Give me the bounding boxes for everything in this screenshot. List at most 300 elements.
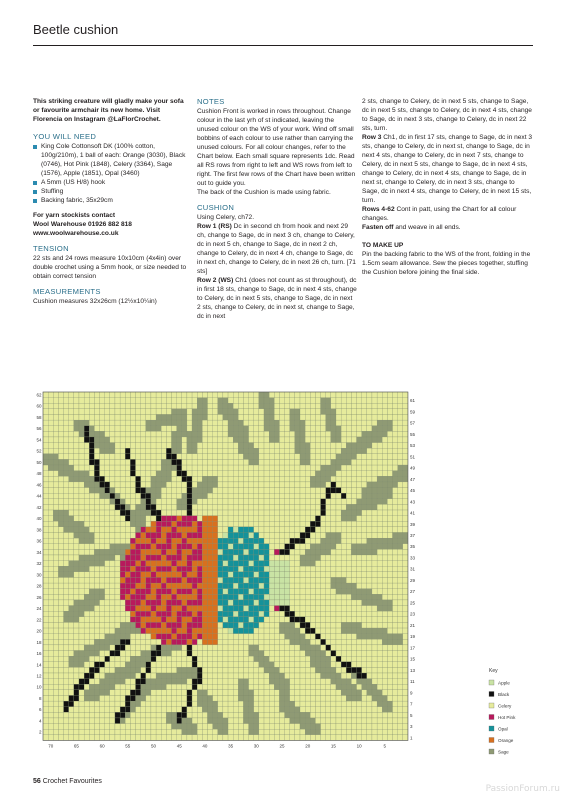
chart-cell bbox=[43, 561, 48, 567]
chart-cell bbox=[58, 662, 63, 668]
chart-cell bbox=[362, 454, 367, 460]
chart-cell bbox=[254, 589, 259, 595]
chart-cell bbox=[125, 420, 130, 426]
chart-cell bbox=[403, 454, 408, 460]
chart-cell bbox=[254, 398, 259, 404]
chart-cell bbox=[125, 628, 130, 634]
chart-cell bbox=[243, 701, 248, 707]
chart-cell bbox=[197, 684, 202, 690]
chart-cell bbox=[233, 527, 238, 533]
chart-cell bbox=[64, 583, 69, 589]
chart-cell bbox=[274, 606, 279, 612]
chart-cell bbox=[79, 516, 84, 522]
chart-cell bbox=[249, 628, 254, 634]
chart-cell bbox=[295, 392, 300, 398]
chart-cell bbox=[285, 533, 290, 539]
chart-cell bbox=[269, 454, 274, 460]
chart-cell bbox=[398, 690, 403, 696]
chart-cell bbox=[146, 729, 151, 735]
chart-cell bbox=[362, 651, 367, 657]
y-tick-label-left: 56 bbox=[36, 426, 42, 432]
chart-cell bbox=[197, 572, 202, 578]
chart-cell bbox=[233, 656, 238, 662]
chart-cell bbox=[259, 651, 264, 657]
chart-cell bbox=[213, 684, 218, 690]
chart-cell bbox=[115, 667, 120, 673]
chart-cell bbox=[279, 701, 284, 707]
chart-cell bbox=[351, 448, 356, 454]
chart-cell bbox=[243, 538, 248, 544]
chart-cell bbox=[136, 606, 141, 612]
chart-cell bbox=[182, 645, 187, 651]
chart-cell bbox=[141, 628, 146, 634]
chart-cell bbox=[105, 465, 110, 471]
chart-cell bbox=[321, 471, 326, 477]
chart-cell bbox=[382, 606, 387, 612]
chart-cell bbox=[89, 724, 94, 730]
chart-cell bbox=[259, 712, 264, 718]
chart-cell bbox=[172, 499, 177, 505]
chart-cell bbox=[393, 476, 398, 482]
chart-cell bbox=[141, 527, 146, 533]
chart-cell bbox=[336, 724, 341, 730]
chart-cell bbox=[115, 476, 120, 482]
chart-cell bbox=[233, 521, 238, 527]
chart-cell bbox=[64, 555, 69, 561]
chart-cell bbox=[100, 414, 105, 420]
chart-cell bbox=[146, 549, 151, 555]
chart-cell bbox=[403, 465, 408, 471]
chart-cell bbox=[110, 482, 115, 488]
chart-cell bbox=[187, 645, 192, 651]
chart-cell bbox=[141, 667, 146, 673]
chart-cell bbox=[64, 561, 69, 567]
chart-cell bbox=[398, 662, 403, 668]
chart-cell bbox=[305, 533, 310, 539]
chart-cell bbox=[223, 454, 228, 460]
chart-cell bbox=[243, 521, 248, 527]
chart-cell bbox=[48, 431, 53, 437]
chart-cell bbox=[74, 701, 79, 707]
chart-cell bbox=[213, 634, 218, 640]
chart-cell bbox=[197, 431, 202, 437]
chart-cell bbox=[53, 735, 58, 741]
chart-cell bbox=[125, 724, 130, 730]
chart-cell bbox=[254, 679, 259, 685]
chart-cell bbox=[398, 454, 403, 460]
chart-cell bbox=[233, 544, 238, 550]
chart-cell bbox=[326, 561, 331, 567]
chart-cell bbox=[177, 437, 182, 443]
row-2-continued: 2 sts, change to Celery, dc in next 5 sts, change to Sage, dc in next 5 sts, change to Celery, dc in next 4 sts, change to Sage, dc in next 3 sts, change to Celery, dc in next 22 sts, turn. bbox=[362, 98, 532, 132]
chart-cell bbox=[351, 431, 356, 437]
chart-cell bbox=[403, 471, 408, 477]
chart-cell bbox=[207, 533, 212, 539]
chart-cell bbox=[166, 459, 171, 465]
chart-cell bbox=[177, 628, 182, 634]
chart-cell bbox=[79, 735, 84, 741]
chart-cell bbox=[94, 398, 99, 404]
chart-cell bbox=[53, 690, 58, 696]
chart-cell bbox=[94, 634, 99, 640]
chart-cell bbox=[130, 471, 135, 477]
chart-cell bbox=[269, 589, 274, 595]
chart-cell bbox=[172, 414, 177, 420]
chart-cell bbox=[192, 510, 197, 516]
chart-cell bbox=[336, 549, 341, 555]
chart-cell bbox=[166, 583, 171, 589]
chart-cell bbox=[53, 594, 58, 600]
chart-cell bbox=[351, 527, 356, 533]
chart-cell bbox=[146, 718, 151, 724]
chart-cell bbox=[105, 414, 110, 420]
chart-cell bbox=[105, 639, 110, 645]
chart-cell bbox=[290, 634, 295, 640]
chart-cell bbox=[74, 684, 79, 690]
chart-cell bbox=[223, 392, 228, 398]
chart-cell bbox=[300, 611, 305, 617]
chart-cell bbox=[382, 493, 387, 499]
chart-cell bbox=[136, 414, 141, 420]
chart-cell bbox=[295, 544, 300, 550]
chart-cell bbox=[300, 673, 305, 679]
chart-cell bbox=[254, 420, 259, 426]
chart-cell bbox=[177, 431, 182, 437]
chart-cell bbox=[58, 426, 63, 432]
chart-cell bbox=[259, 555, 264, 561]
chart-cell bbox=[305, 420, 310, 426]
chart-cell bbox=[249, 600, 254, 606]
chart-cell bbox=[269, 409, 274, 415]
chart-cell bbox=[341, 634, 346, 640]
chart-cell bbox=[136, 651, 141, 657]
chart-cell bbox=[115, 454, 120, 460]
chart-cell bbox=[172, 437, 177, 443]
chart-cell bbox=[367, 504, 372, 510]
chart-cell bbox=[58, 729, 63, 735]
chart-cell bbox=[310, 527, 315, 533]
chart-cell bbox=[243, 561, 248, 567]
chart-cell bbox=[321, 504, 326, 510]
chart-cell bbox=[48, 617, 53, 623]
chart-cell bbox=[213, 527, 218, 533]
chart-cell bbox=[315, 566, 320, 572]
chart-cell bbox=[315, 420, 320, 426]
chart-cell bbox=[228, 566, 233, 572]
chart-cell bbox=[315, 403, 320, 409]
chart-cell bbox=[218, 712, 223, 718]
chart-cell bbox=[172, 544, 177, 550]
chart-cell bbox=[351, 690, 356, 696]
chart-cell bbox=[161, 555, 166, 561]
chart-cell bbox=[53, 516, 58, 522]
chart-cell bbox=[336, 448, 341, 454]
chart-cell bbox=[64, 488, 69, 494]
chart-cell bbox=[218, 392, 223, 398]
chart-cell bbox=[331, 516, 336, 522]
chart-cell bbox=[238, 538, 243, 544]
chart-cell bbox=[398, 712, 403, 718]
chart-cell bbox=[310, 533, 315, 539]
chart-cell bbox=[377, 527, 382, 533]
chart-cell bbox=[64, 589, 69, 595]
chart-cell bbox=[377, 712, 382, 718]
chart-cell bbox=[285, 443, 290, 449]
chart-cell bbox=[166, 572, 171, 578]
chart-cell bbox=[310, 420, 315, 426]
chart-cell bbox=[84, 611, 89, 617]
chart-cell bbox=[177, 493, 182, 499]
chart-cell bbox=[228, 426, 233, 432]
chart-cell bbox=[269, 420, 274, 426]
chart-cell bbox=[192, 656, 197, 662]
chart-cell bbox=[74, 398, 79, 404]
chart-cell bbox=[136, 634, 141, 640]
y-tick-label-right: 9 bbox=[409, 690, 413, 696]
chart-cell bbox=[187, 527, 192, 533]
chart-cell bbox=[290, 617, 295, 623]
chart-cell bbox=[300, 476, 305, 482]
chart-cell bbox=[223, 482, 228, 488]
chart-cell bbox=[110, 544, 115, 550]
chart-cell bbox=[43, 527, 48, 533]
chart-cell bbox=[89, 398, 94, 404]
chart-cell bbox=[238, 504, 243, 510]
chart-cell bbox=[166, 611, 171, 617]
chart-cell bbox=[238, 420, 243, 426]
chart-cell bbox=[177, 622, 182, 628]
chart-cell bbox=[300, 695, 305, 701]
chart-cell bbox=[228, 538, 233, 544]
chart-cell bbox=[310, 437, 315, 443]
chart-cell bbox=[264, 420, 269, 426]
chart-cell bbox=[372, 431, 377, 437]
chart-cell bbox=[362, 617, 367, 623]
chart-cell bbox=[79, 684, 84, 690]
chart-cell bbox=[136, 538, 141, 544]
chart-cell bbox=[300, 718, 305, 724]
chart-cell bbox=[279, 611, 284, 617]
chart-cell bbox=[274, 617, 279, 623]
chart-cell bbox=[202, 459, 207, 465]
chart-cell bbox=[274, 437, 279, 443]
chart-cell bbox=[310, 561, 315, 567]
chart-cell bbox=[285, 622, 290, 628]
chart-cell bbox=[89, 606, 94, 612]
chart-cell bbox=[94, 431, 99, 437]
chart-cell bbox=[202, 679, 207, 685]
chart-cell bbox=[285, 724, 290, 730]
chart-cell bbox=[387, 724, 392, 730]
chart-cell bbox=[315, 718, 320, 724]
chart-cell bbox=[387, 426, 392, 432]
chart-cell bbox=[125, 403, 130, 409]
chart-cell bbox=[110, 684, 115, 690]
chart-cell bbox=[285, 504, 290, 510]
chart-cell bbox=[357, 459, 362, 465]
chart-cell bbox=[207, 403, 212, 409]
chart-cell bbox=[259, 673, 264, 679]
chart-cell bbox=[197, 583, 202, 589]
chart-cell bbox=[177, 667, 182, 673]
chart-cell bbox=[94, 555, 99, 561]
chart-cell bbox=[300, 634, 305, 640]
chart-cell bbox=[264, 521, 269, 527]
chart-cell bbox=[249, 538, 254, 544]
chart-cell bbox=[305, 707, 310, 713]
chart-cell bbox=[310, 448, 315, 454]
chart-cell bbox=[315, 493, 320, 499]
chart-cell bbox=[213, 729, 218, 735]
chart-cell bbox=[151, 577, 156, 583]
chart-cell bbox=[177, 690, 182, 696]
chart-cell bbox=[120, 684, 125, 690]
chart-cell bbox=[100, 611, 105, 617]
chart-cell bbox=[264, 600, 269, 606]
chart-cell bbox=[125, 533, 130, 539]
chart-cell bbox=[53, 521, 58, 527]
chart-cell bbox=[315, 600, 320, 606]
chart-cell bbox=[94, 544, 99, 550]
chart-cell bbox=[130, 690, 135, 696]
chart-cell bbox=[94, 583, 99, 589]
chart-cell bbox=[285, 662, 290, 668]
chart-cell bbox=[346, 426, 351, 432]
chart-cell bbox=[346, 431, 351, 437]
chart-cell bbox=[274, 701, 279, 707]
chart-cell bbox=[74, 606, 79, 612]
chart-cell bbox=[182, 566, 187, 572]
chart-cell bbox=[326, 735, 331, 741]
chart-cell bbox=[315, 724, 320, 730]
chart-cell bbox=[120, 538, 125, 544]
chart-cell bbox=[300, 465, 305, 471]
chart-cell bbox=[362, 488, 367, 494]
chart-cell bbox=[393, 499, 398, 505]
chart-cell bbox=[233, 533, 238, 539]
chart-cell bbox=[130, 724, 135, 730]
chart-cell bbox=[382, 712, 387, 718]
chart-cell bbox=[156, 634, 161, 640]
chart-cell bbox=[305, 718, 310, 724]
chart-cell bbox=[136, 729, 141, 735]
chart-cell bbox=[146, 611, 151, 617]
chart-cell bbox=[141, 420, 146, 426]
chart-cell bbox=[362, 392, 367, 398]
chart-cell bbox=[182, 639, 187, 645]
chart-cell bbox=[110, 538, 115, 544]
chart-cell bbox=[377, 409, 382, 415]
chart-cell bbox=[156, 437, 161, 443]
chart-cell bbox=[202, 589, 207, 595]
chart-cell bbox=[279, 420, 284, 426]
chart-cell bbox=[105, 667, 110, 673]
chart-cell bbox=[141, 662, 146, 668]
chart-cell bbox=[233, 555, 238, 561]
y-tick-label-left: 28 bbox=[36, 583, 42, 589]
chart-cell bbox=[146, 471, 151, 477]
chart-cell bbox=[43, 476, 48, 482]
chart-cell bbox=[382, 549, 387, 555]
chart-cell bbox=[362, 594, 367, 600]
chart-cell bbox=[295, 617, 300, 623]
chart-cell bbox=[233, 651, 238, 657]
chart-cell bbox=[197, 729, 202, 735]
chart-cell bbox=[207, 639, 212, 645]
chart-cell bbox=[285, 617, 290, 623]
chart-cell bbox=[177, 409, 182, 415]
chart-cell bbox=[100, 589, 105, 595]
chart-cell bbox=[326, 594, 331, 600]
y-tick-label-left: 18 bbox=[36, 639, 42, 645]
chart-cell bbox=[305, 454, 310, 460]
chart-cell bbox=[387, 488, 392, 494]
chart-cell bbox=[331, 617, 336, 623]
chart-cell bbox=[94, 527, 99, 533]
chart-cell bbox=[213, 577, 218, 583]
chart-cell bbox=[249, 549, 254, 555]
chart-cell bbox=[279, 656, 284, 662]
chart-cell bbox=[89, 561, 94, 567]
chart-cell bbox=[192, 459, 197, 465]
chart-cell bbox=[357, 695, 362, 701]
chart-cell bbox=[259, 549, 264, 555]
chart-cell bbox=[84, 482, 89, 488]
chart-cell bbox=[372, 504, 377, 510]
chart-cell bbox=[387, 521, 392, 527]
chart-cell bbox=[290, 493, 295, 499]
chart-cell bbox=[403, 476, 408, 482]
chart-cell bbox=[187, 398, 192, 404]
chart-cell bbox=[166, 549, 171, 555]
chart-cell bbox=[274, 482, 279, 488]
chart-cell bbox=[249, 454, 254, 460]
chart-cell bbox=[94, 729, 99, 735]
chart-cell bbox=[43, 544, 48, 550]
chart-cell bbox=[372, 533, 377, 539]
chart-cell bbox=[310, 735, 315, 741]
chart-cell bbox=[279, 476, 284, 482]
chart-cell bbox=[172, 443, 177, 449]
chart-cell bbox=[136, 622, 141, 628]
chart-cell bbox=[84, 684, 89, 690]
chart-cell bbox=[305, 437, 310, 443]
chart-cell bbox=[53, 561, 58, 567]
chart-cell bbox=[79, 538, 84, 544]
chart-cell bbox=[351, 572, 356, 578]
chart-cell bbox=[64, 493, 69, 499]
chart-cell bbox=[326, 476, 331, 482]
chart-cell bbox=[151, 414, 156, 420]
chart-cell bbox=[336, 392, 341, 398]
chart-cell bbox=[125, 707, 130, 713]
chart-cell bbox=[346, 718, 351, 724]
chart-cell bbox=[197, 437, 202, 443]
chart-cell bbox=[228, 577, 233, 583]
chart-cell bbox=[141, 606, 146, 612]
chart-cell bbox=[321, 516, 326, 522]
chart-cell bbox=[243, 459, 248, 465]
chart-cell bbox=[238, 656, 243, 662]
chart-cell bbox=[382, 628, 387, 634]
chart-cell bbox=[202, 724, 207, 730]
chart-cell bbox=[285, 583, 290, 589]
chart-cell bbox=[130, 577, 135, 583]
chart-cell bbox=[351, 566, 356, 572]
chart-cell bbox=[321, 465, 326, 471]
chart-cell bbox=[238, 577, 243, 583]
chart-cell bbox=[166, 426, 171, 432]
